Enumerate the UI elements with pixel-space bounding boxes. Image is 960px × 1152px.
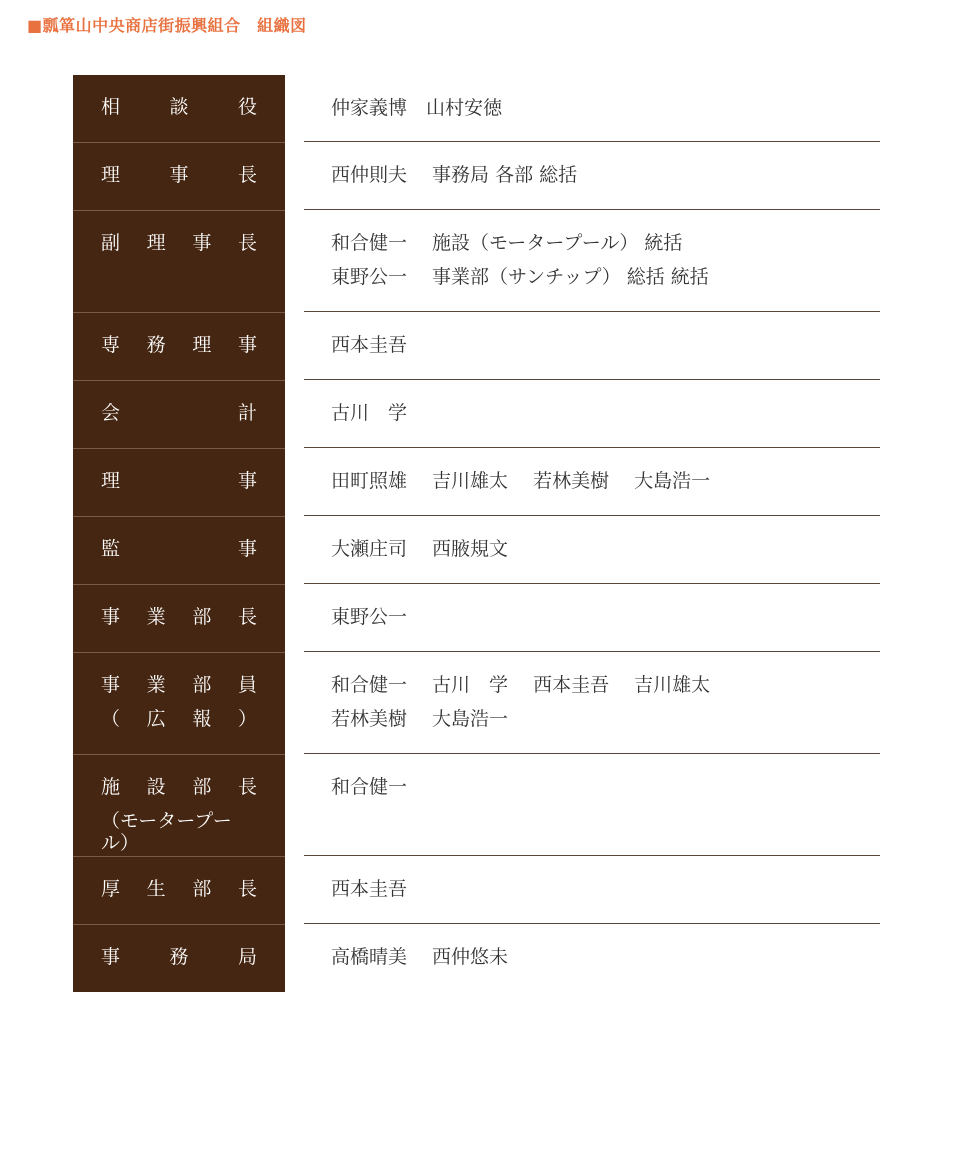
org-row [73, 312, 880, 380]
role-label-line [101, 674, 257, 708]
page-title: ■瓢箪山中央商店街振興組合 組織図 [27, 16, 307, 35]
members-cell [304, 652, 880, 754]
org-row [73, 142, 880, 210]
role-label-char: 事 [237, 538, 257, 560]
role-label-char: 部 [192, 674, 212, 696]
role-label-char: 務 [169, 946, 189, 968]
role-label-char: 理 [192, 334, 212, 356]
role-cell [73, 516, 285, 584]
role-label-char: 長 [237, 606, 257, 628]
role-label-char: 生 [146, 878, 166, 900]
role-cell [73, 380, 285, 448]
role-label-line [101, 334, 257, 368]
role-label-char: 業 [146, 606, 166, 628]
members-cell [304, 924, 880, 992]
role-cell [73, 584, 285, 652]
member-names: 西仲則夫 事務局 各部 総括 [331, 164, 578, 186]
role-cell [73, 924, 285, 992]
members-cell [304, 312, 880, 380]
member-names: 田町照雄 吉川雄太 若林美樹 大島浩一 [331, 470, 711, 492]
role-label-char: 員 [237, 674, 257, 696]
members-cell [304, 754, 880, 856]
role-cell [73, 448, 285, 516]
role-label-line [101, 96, 257, 130]
role-cell [73, 754, 285, 856]
member-names: 高橋晴美 西仲悠未 [331, 946, 509, 968]
member-names: 若林美樹 大島浩一 [331, 708, 509, 730]
org-row [73, 210, 880, 312]
member-names: 和合健一 施設（モータープール） 統括 [331, 232, 683, 254]
role-label-line [101, 232, 257, 266]
role-label-line [101, 878, 257, 912]
members-cell [304, 142, 880, 210]
org-row [73, 924, 880, 992]
role-label-char: 報 [192, 708, 212, 730]
role-label-char: 監 [101, 538, 121, 560]
role-label-char: 部 [192, 606, 212, 628]
role-label-char: 事 [237, 470, 257, 492]
role-label-char: 長 [237, 232, 257, 254]
role-label-char: 設 [146, 776, 166, 798]
role-cell [73, 856, 285, 924]
member-names: 東野公一 事業部（サンチップ） 総括 統括 [331, 266, 709, 288]
role-label-char: 事 [169, 164, 189, 186]
role-label-line [101, 402, 257, 436]
org-row [73, 754, 880, 856]
members-cell [304, 448, 880, 516]
members-cell [304, 380, 880, 448]
member-names: 東野公一 [331, 606, 408, 628]
role-label-char: （モータープール） [101, 810, 232, 854]
members-cell [304, 516, 880, 584]
members-cell [304, 856, 880, 924]
member-names: 西本圭吾 [331, 334, 408, 356]
role-label-char: 談 [169, 96, 189, 118]
role-cell [73, 210, 285, 312]
members-cell [304, 210, 880, 312]
role-label-char: 会 [101, 402, 121, 424]
role-label-char: 事 [101, 674, 121, 696]
role-label-char: 部 [192, 878, 212, 900]
members-cell [304, 584, 880, 652]
member-names: 和合健一 古川 学 西本圭吾 吉川雄太 [331, 674, 711, 696]
role-label-char: 専 [101, 334, 121, 356]
org-row [73, 380, 880, 448]
role-label-line [101, 708, 257, 742]
role-cell [73, 312, 285, 380]
role-label-char: 事 [101, 606, 121, 628]
role-label-char: ） [237, 708, 257, 730]
org-row [73, 75, 880, 142]
role-label-char: （ [101, 708, 121, 730]
role-label-line [101, 164, 257, 198]
member-names: 和合健一 [331, 776, 408, 798]
role-label-line [101, 470, 257, 504]
org-row [73, 856, 880, 924]
org-row [73, 652, 880, 754]
role-label-char: 厚 [101, 878, 121, 900]
role-label-char: 相 [101, 96, 121, 118]
role-label-char: 業 [146, 674, 166, 696]
role-label-line [101, 946, 257, 980]
role-label-char: 長 [237, 164, 257, 186]
member-names: 西本圭吾 [331, 878, 408, 900]
role-label-line [101, 810, 257, 854]
role-label-char: 広 [146, 708, 166, 730]
role-label-line [101, 606, 257, 640]
role-label-char: 理 [101, 164, 121, 186]
role-cell [73, 75, 285, 142]
role-label-char: 計 [237, 402, 257, 424]
role-label-char: 長 [237, 776, 257, 798]
role-label-char: 施 [101, 776, 121, 798]
role-label-char: 副 [101, 232, 121, 254]
member-names: 仲家義博 山村安徳 [331, 97, 503, 119]
org-row [73, 516, 880, 584]
role-label-char: 事 [237, 334, 257, 356]
member-names: 大瀬庄司 西腋規文 [331, 538, 509, 560]
role-label-char: 局 [237, 946, 257, 968]
org-row [73, 448, 880, 516]
role-label-char: 理 [101, 470, 121, 492]
role-label-char: 事 [101, 946, 121, 968]
role-label-char: 事 [192, 232, 212, 254]
members-cell [304, 75, 880, 142]
org-row [73, 584, 880, 652]
org-chart-table [73, 75, 880, 992]
role-cell [73, 142, 285, 210]
role-label-char: 役 [237, 96, 257, 118]
role-label-char: 部 [192, 776, 212, 798]
role-cell [73, 652, 285, 754]
role-label-line [101, 538, 257, 572]
role-label-char: 長 [237, 878, 257, 900]
role-label-char: 務 [146, 334, 166, 356]
member-names: 古川 学 [331, 402, 408, 424]
role-label-line [101, 776, 257, 810]
role-label-char: 理 [146, 232, 166, 254]
